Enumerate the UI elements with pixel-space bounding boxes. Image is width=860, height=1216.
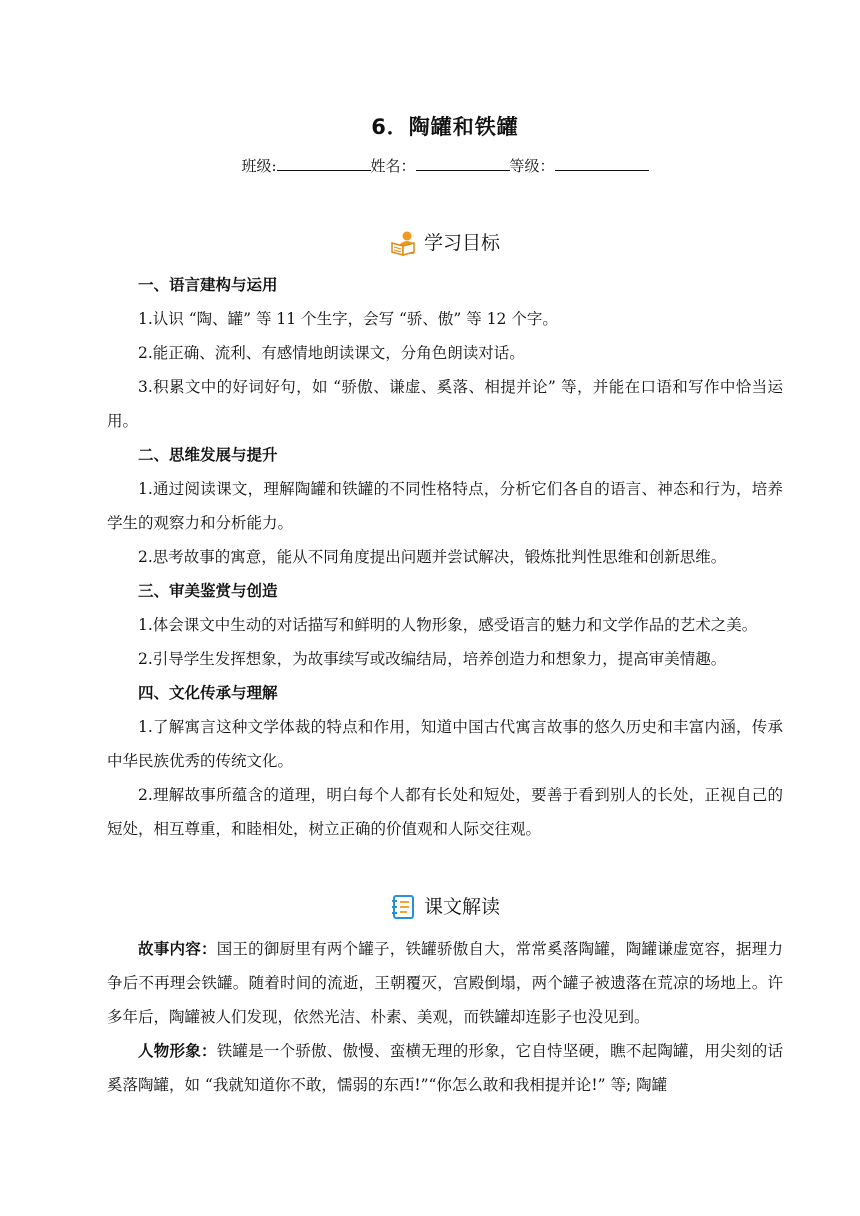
story-label: 故事内容： [138, 940, 217, 958]
story-text: 国王的御厨里有两个罐子，铁罐骄傲自大，常常奚落陶罐，陶罐谦虚宽容，据理力争后不再理会铁罐。随着时间的流逝，王朝覆灭，宫殿倒塌，两个罐子被遗落在荒凉的场地上。许多年后，陶罐被人们发现，依然光洁、朴素、美观，而铁罐却连影子也没见到。 [107, 940, 783, 1026]
objective-section-title: 一、语言建构与运用 [138, 276, 278, 294]
objective-item: 1.体会课文中生动的对话描写和鲜明的人物形象，感受语言的魅力和文学作品的艺术之美。 [138, 616, 758, 634]
name-label: 姓名： [370, 157, 416, 175]
reading-heading [107, 893, 783, 921]
student-info-line [107, 154, 783, 178]
objective-section-title: 四、文化传承与理解 [138, 684, 278, 702]
reading-body [107, 932, 783, 1102]
document-title: 6．陶罐和铁罐 [371, 115, 519, 139]
objectives-heading [107, 229, 783, 257]
characters-text: 铁罐是一个骄傲、傲慢、蛮横无理的形象，它自恃坚硬，瞧不起陶罐，用尖刻的话奚落陶罐，如 “我就知道你不敢，懦弱的东西!”“你怎么敢和我相提并论!” 等; 陶罐 [107, 1042, 783, 1094]
objective-item: 1.认识 “陶、罐” 等 11 个生字，会写 “骄、傲” 等 12 个字。 [138, 310, 558, 328]
grade-label: 等级： [509, 157, 555, 175]
grade-blank[interactable] [555, 154, 649, 171]
objective-item: 2.理解故事所蕴含的道理，明白每个人都有长处和短处，要善于看到别人的长处，正视自己的短处，相互尊重，和睦相处，树立正确的价值观和人际交往观。 [107, 786, 783, 838]
objectives-body [107, 268, 783, 846]
reading-heading-label: 课文解读 [423, 896, 500, 918]
story-paragraph [107, 932, 783, 1034]
objective-item: 1.通过阅读课文，理解陶罐和铁罐的不同性格特点，分析它们各自的语言、神态和行为，培养学生的观察力和分析能力。 [107, 480, 783, 532]
objective-item: 2.思考故事的寓意，能从不同角度提出问题并尝试解决，锻炼批判性思维和创新思维。 [138, 548, 727, 566]
objective-item: 3.积累文中的好词好句，如 “骄傲、谦虚、奚落、相提并论” 等，并能在口语和写作中恰当运用。 [107, 378, 783, 430]
objective-item: 2.能正确、流利、有感情地朗读课文，分角色朗读对话。 [138, 344, 525, 362]
name-blank[interactable] [416, 154, 510, 171]
class-label: 班级: [241, 157, 277, 175]
objective-section-title: 三、审美鉴赏与创造 [138, 582, 278, 600]
objective-item: 1.了解寓言这种文学体裁的特点和作用，知道中国古代寓言故事的悠久历史和丰富内涵，传承中华民族优秀的传统文化。 [107, 718, 783, 770]
characters-label: 人物形象： [138, 1042, 217, 1060]
class-blank[interactable] [277, 154, 371, 171]
characters-paragraph [107, 1034, 783, 1102]
notebook-icon [390, 894, 418, 920]
objective-item: 2.引导学生发挥想象，为故事续写或改编结局，培养创造力和想象力，提高审美情趣。 [138, 650, 727, 668]
objective-section-title: 二、思维发展与提升 [138, 446, 278, 464]
objectives-heading-label: 学习目标 [423, 232, 500, 254]
reading-person-icon [390, 230, 418, 256]
